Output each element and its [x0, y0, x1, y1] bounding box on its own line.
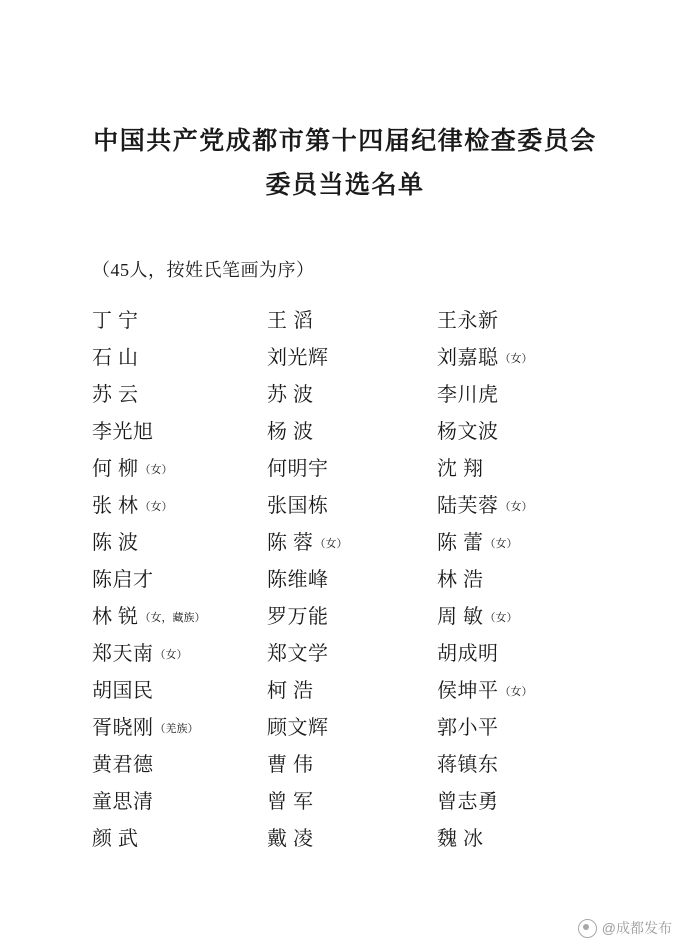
name-cell	[267, 370, 437, 407]
name-cell	[267, 518, 437, 555]
weibo-icon	[578, 919, 597, 938]
person-name: 张国栋	[267, 495, 329, 517]
person-name: 颜 武	[92, 828, 139, 850]
name-list-body	[92, 296, 592, 851]
table-row	[92, 518, 592, 555]
person-name: 陈 蓉	[267, 532, 314, 554]
name-list-table	[92, 296, 592, 851]
person-name: 刘嘉聪	[437, 347, 499, 369]
person-tag: （女）	[499, 353, 533, 365]
name-cell	[437, 555, 592, 592]
person-name: 顾文辉	[267, 717, 329, 739]
name-cell	[437, 592, 592, 629]
name-cell	[92, 370, 267, 407]
person-name: 林 浩	[437, 569, 484, 591]
name-cell	[92, 703, 267, 740]
person-name: 黄君德	[92, 754, 154, 776]
person-name: 童思清	[92, 791, 154, 813]
name-cell	[267, 333, 437, 370]
name-cell	[267, 629, 437, 666]
person-name: 曹 伟	[267, 754, 314, 776]
table-row	[92, 703, 592, 740]
watermark	[578, 918, 672, 938]
person-name: 杨文波	[437, 421, 499, 443]
name-cell	[92, 740, 267, 777]
name-cell	[267, 555, 437, 592]
name-cell	[437, 518, 592, 555]
table-row	[92, 555, 592, 592]
person-name: 戴 凌	[267, 828, 314, 850]
name-cell	[267, 703, 437, 740]
person-name: 陈启才	[92, 569, 154, 591]
person-name: 陈 蕾	[437, 532, 484, 554]
name-cell	[437, 444, 592, 481]
person-name: 林 锐	[92, 606, 139, 628]
document-title	[0, 0, 690, 208]
person-name: 杨 波	[267, 421, 314, 443]
name-cell	[92, 481, 267, 518]
name-cell	[92, 592, 267, 629]
person-tag: （女）	[484, 538, 518, 550]
person-tag: （女）	[314, 538, 348, 550]
table-row	[92, 296, 592, 333]
name-cell	[437, 777, 592, 814]
name-cell	[92, 407, 267, 444]
name-cell	[437, 333, 592, 370]
person-name: 蒋镇东	[437, 754, 499, 776]
person-name: 石 山	[92, 347, 139, 369]
name-cell	[437, 814, 592, 851]
table-row	[92, 740, 592, 777]
person-name: 张 林	[92, 495, 139, 517]
table-row	[92, 444, 592, 481]
name-cell	[92, 296, 267, 333]
name-cell	[92, 629, 267, 666]
name-cell	[437, 481, 592, 518]
person-tag: （女）	[484, 612, 518, 624]
person-name: 苏 云	[92, 384, 139, 406]
person-name: 丁 宁	[92, 310, 139, 332]
person-tag: （女）	[139, 464, 173, 476]
name-cell	[267, 481, 437, 518]
person-name: 郑文学	[267, 643, 329, 665]
person-name: 柯 浩	[267, 680, 314, 702]
person-name: 胡成明	[437, 643, 499, 665]
table-row	[92, 333, 592, 370]
name-cell	[437, 296, 592, 333]
name-cell	[267, 296, 437, 333]
person-tag: （羌族）	[154, 723, 199, 735]
person-tag: （女，藏族）	[139, 612, 206, 624]
name-cell	[267, 444, 437, 481]
name-cell	[267, 814, 437, 851]
table-row	[92, 777, 592, 814]
person-name: 陈 波	[92, 532, 139, 554]
table-row	[92, 666, 592, 703]
person-name: 陆芙蓉	[437, 495, 499, 517]
person-name: 刘光辉	[267, 347, 329, 369]
person-name: 曾志勇	[437, 791, 499, 813]
person-name: 胡国民	[92, 680, 154, 702]
person-name: 魏 冰	[437, 828, 484, 850]
title-line-2: 委员当选名单	[265, 172, 425, 199]
person-name: 李川虎	[437, 384, 499, 406]
name-cell	[267, 740, 437, 777]
person-tag: （女）	[499, 501, 533, 513]
name-cell	[437, 740, 592, 777]
person-name: 何 柳	[92, 458, 139, 480]
name-cell	[437, 370, 592, 407]
table-row	[92, 629, 592, 666]
name-cell	[267, 407, 437, 444]
table-row	[92, 407, 592, 444]
person-name: 李光旭	[92, 421, 154, 443]
name-cell	[437, 407, 592, 444]
name-cell	[437, 666, 592, 703]
person-name: 王 滔	[267, 310, 314, 332]
title-line-1: 中国共产党成都市第十四届纪律检查委员会	[93, 128, 597, 155]
person-tag: （女）	[154, 649, 188, 661]
name-cell	[437, 703, 592, 740]
person-name: 何明宇	[267, 458, 329, 480]
person-name: 曾 军	[267, 791, 314, 813]
name-cell	[92, 666, 267, 703]
name-cell	[92, 444, 267, 481]
name-cell	[92, 555, 267, 592]
name-cell	[92, 518, 267, 555]
table-row	[92, 592, 592, 629]
name-cell	[267, 666, 437, 703]
person-name: 王永新	[437, 310, 499, 332]
name-cell	[92, 777, 267, 814]
table-row	[92, 481, 592, 518]
person-name: 罗万能	[267, 606, 329, 628]
table-row	[92, 370, 592, 407]
name-cell	[267, 592, 437, 629]
name-cell	[267, 777, 437, 814]
name-cell	[437, 629, 592, 666]
list-note: （45人，按姓氏笔画为序）	[92, 260, 315, 280]
watermark-label: @成都发布	[601, 920, 672, 936]
person-name: 侯坤平	[437, 680, 499, 702]
name-cell	[92, 814, 267, 851]
person-name: 陈维峰	[267, 569, 329, 591]
person-name: 郑天南	[92, 643, 154, 665]
person-name: 郭小平	[437, 717, 499, 739]
person-tag: （女）	[139, 501, 173, 513]
person-name: 周 敏	[437, 606, 484, 628]
person-name: 胥晓刚	[92, 717, 154, 739]
person-name: 沈 翔	[437, 458, 484, 480]
person-name: 苏 波	[267, 384, 314, 406]
table-row	[92, 814, 592, 851]
name-cell	[92, 333, 267, 370]
person-tag: （女）	[499, 686, 533, 698]
